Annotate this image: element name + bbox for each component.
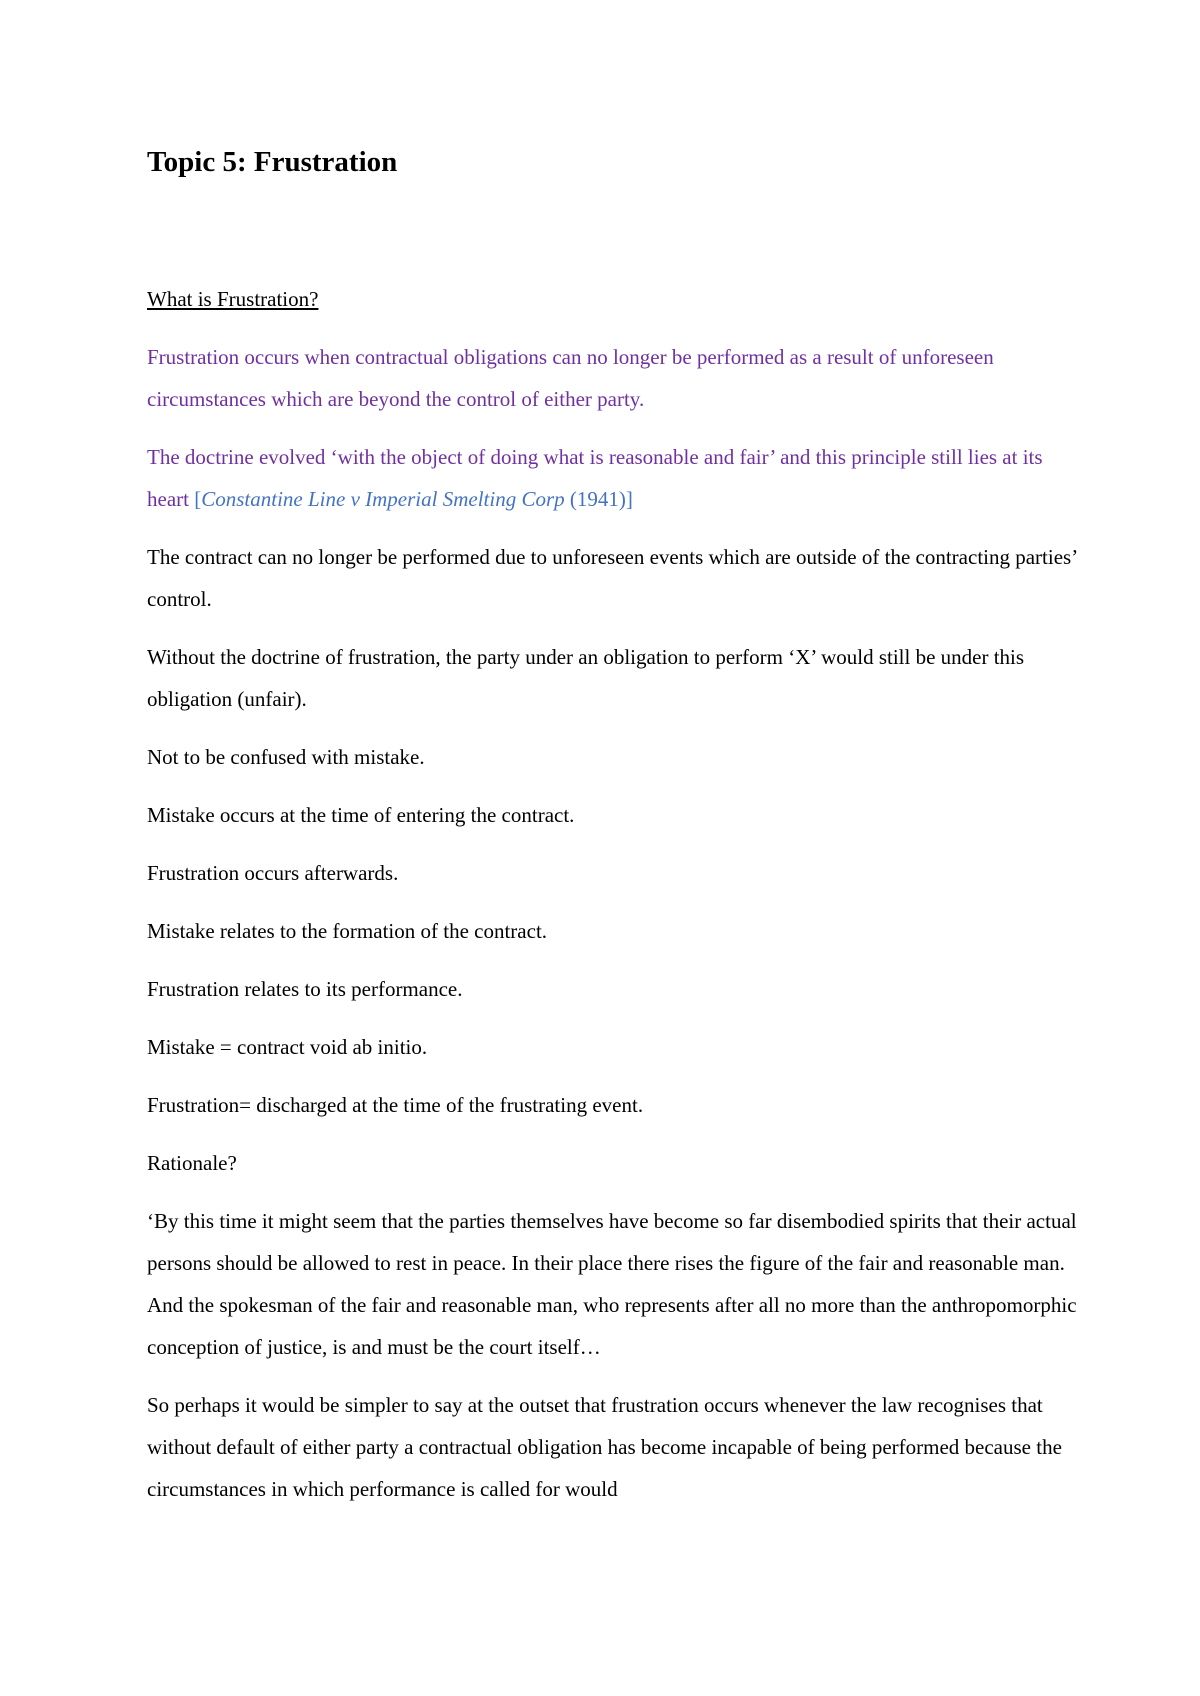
citation-bracket-close: ]	[625, 487, 633, 511]
paragraph: Not to be confused with mistake.	[147, 745, 425, 769]
case-year: (1941)	[564, 487, 626, 511]
paragraph: Rationale?	[147, 1151, 237, 1175]
document-body	[147, 142, 1077, 1526]
paragraph: Mistake occurs at the time of entering the contract.	[147, 803, 575, 827]
document-title: Topic 5: Frustration	[147, 146, 398, 178]
paragraph: Frustration= discharged at the time of the frustrating event.	[147, 1093, 644, 1117]
doctrine-paragraph	[147, 436, 1077, 520]
paragraph: The contract can no longer be performed due to unforeseen events which are outside of the contracting parties’ control.	[147, 545, 1077, 611]
definition-paragraph: Frustration occurs when contractual obligations can no longer be performed as a result of unforeseen circumstances which are beyond the control of either party.	[147, 345, 994, 411]
case-citation: Constantine Line v Imperial Smelting Corp	[201, 487, 565, 511]
citation-bracket-open: [	[194, 487, 202, 511]
paragraph: Without the doctrine of frustration, the party under an obligation to perform ‘X’ would still be under this obligation (unfair).	[147, 645, 1025, 711]
paragraph: Mistake = contract void ab initio.	[147, 1035, 428, 1059]
paragraph: Frustration relates to its performance.	[147, 977, 463, 1001]
quote-paragraph: ‘By this time it might seem that the parties themselves have become so far disembodied spirits that their actual persons should be allowed to rest in peace. In their place there rises the figure of the fair and reasonable man. And the spokesman of the fair and reasonable man, who represents after all no more than the anthropomorphic conception of justice, is and must be the court itself…	[147, 1209, 1077, 1359]
paragraph: Mistake relates to the formation of the contract.	[147, 919, 548, 943]
paragraph: So perhaps it would be simpler to say at the outset that frustration occurs whenever the law recognises that without default of either party a contractual obligation has become incapable of being performed because the circumstances in which performance is called for would	[147, 1393, 1062, 1501]
paragraph: Frustration occurs afterwards.	[147, 861, 399, 885]
doctrine-text: The doctrine evolved ‘with the object of doing what is reasonable and fair’ and this principle still lies at its heart	[147, 445, 1043, 511]
section-heading: What is Frustration?	[147, 287, 319, 311]
